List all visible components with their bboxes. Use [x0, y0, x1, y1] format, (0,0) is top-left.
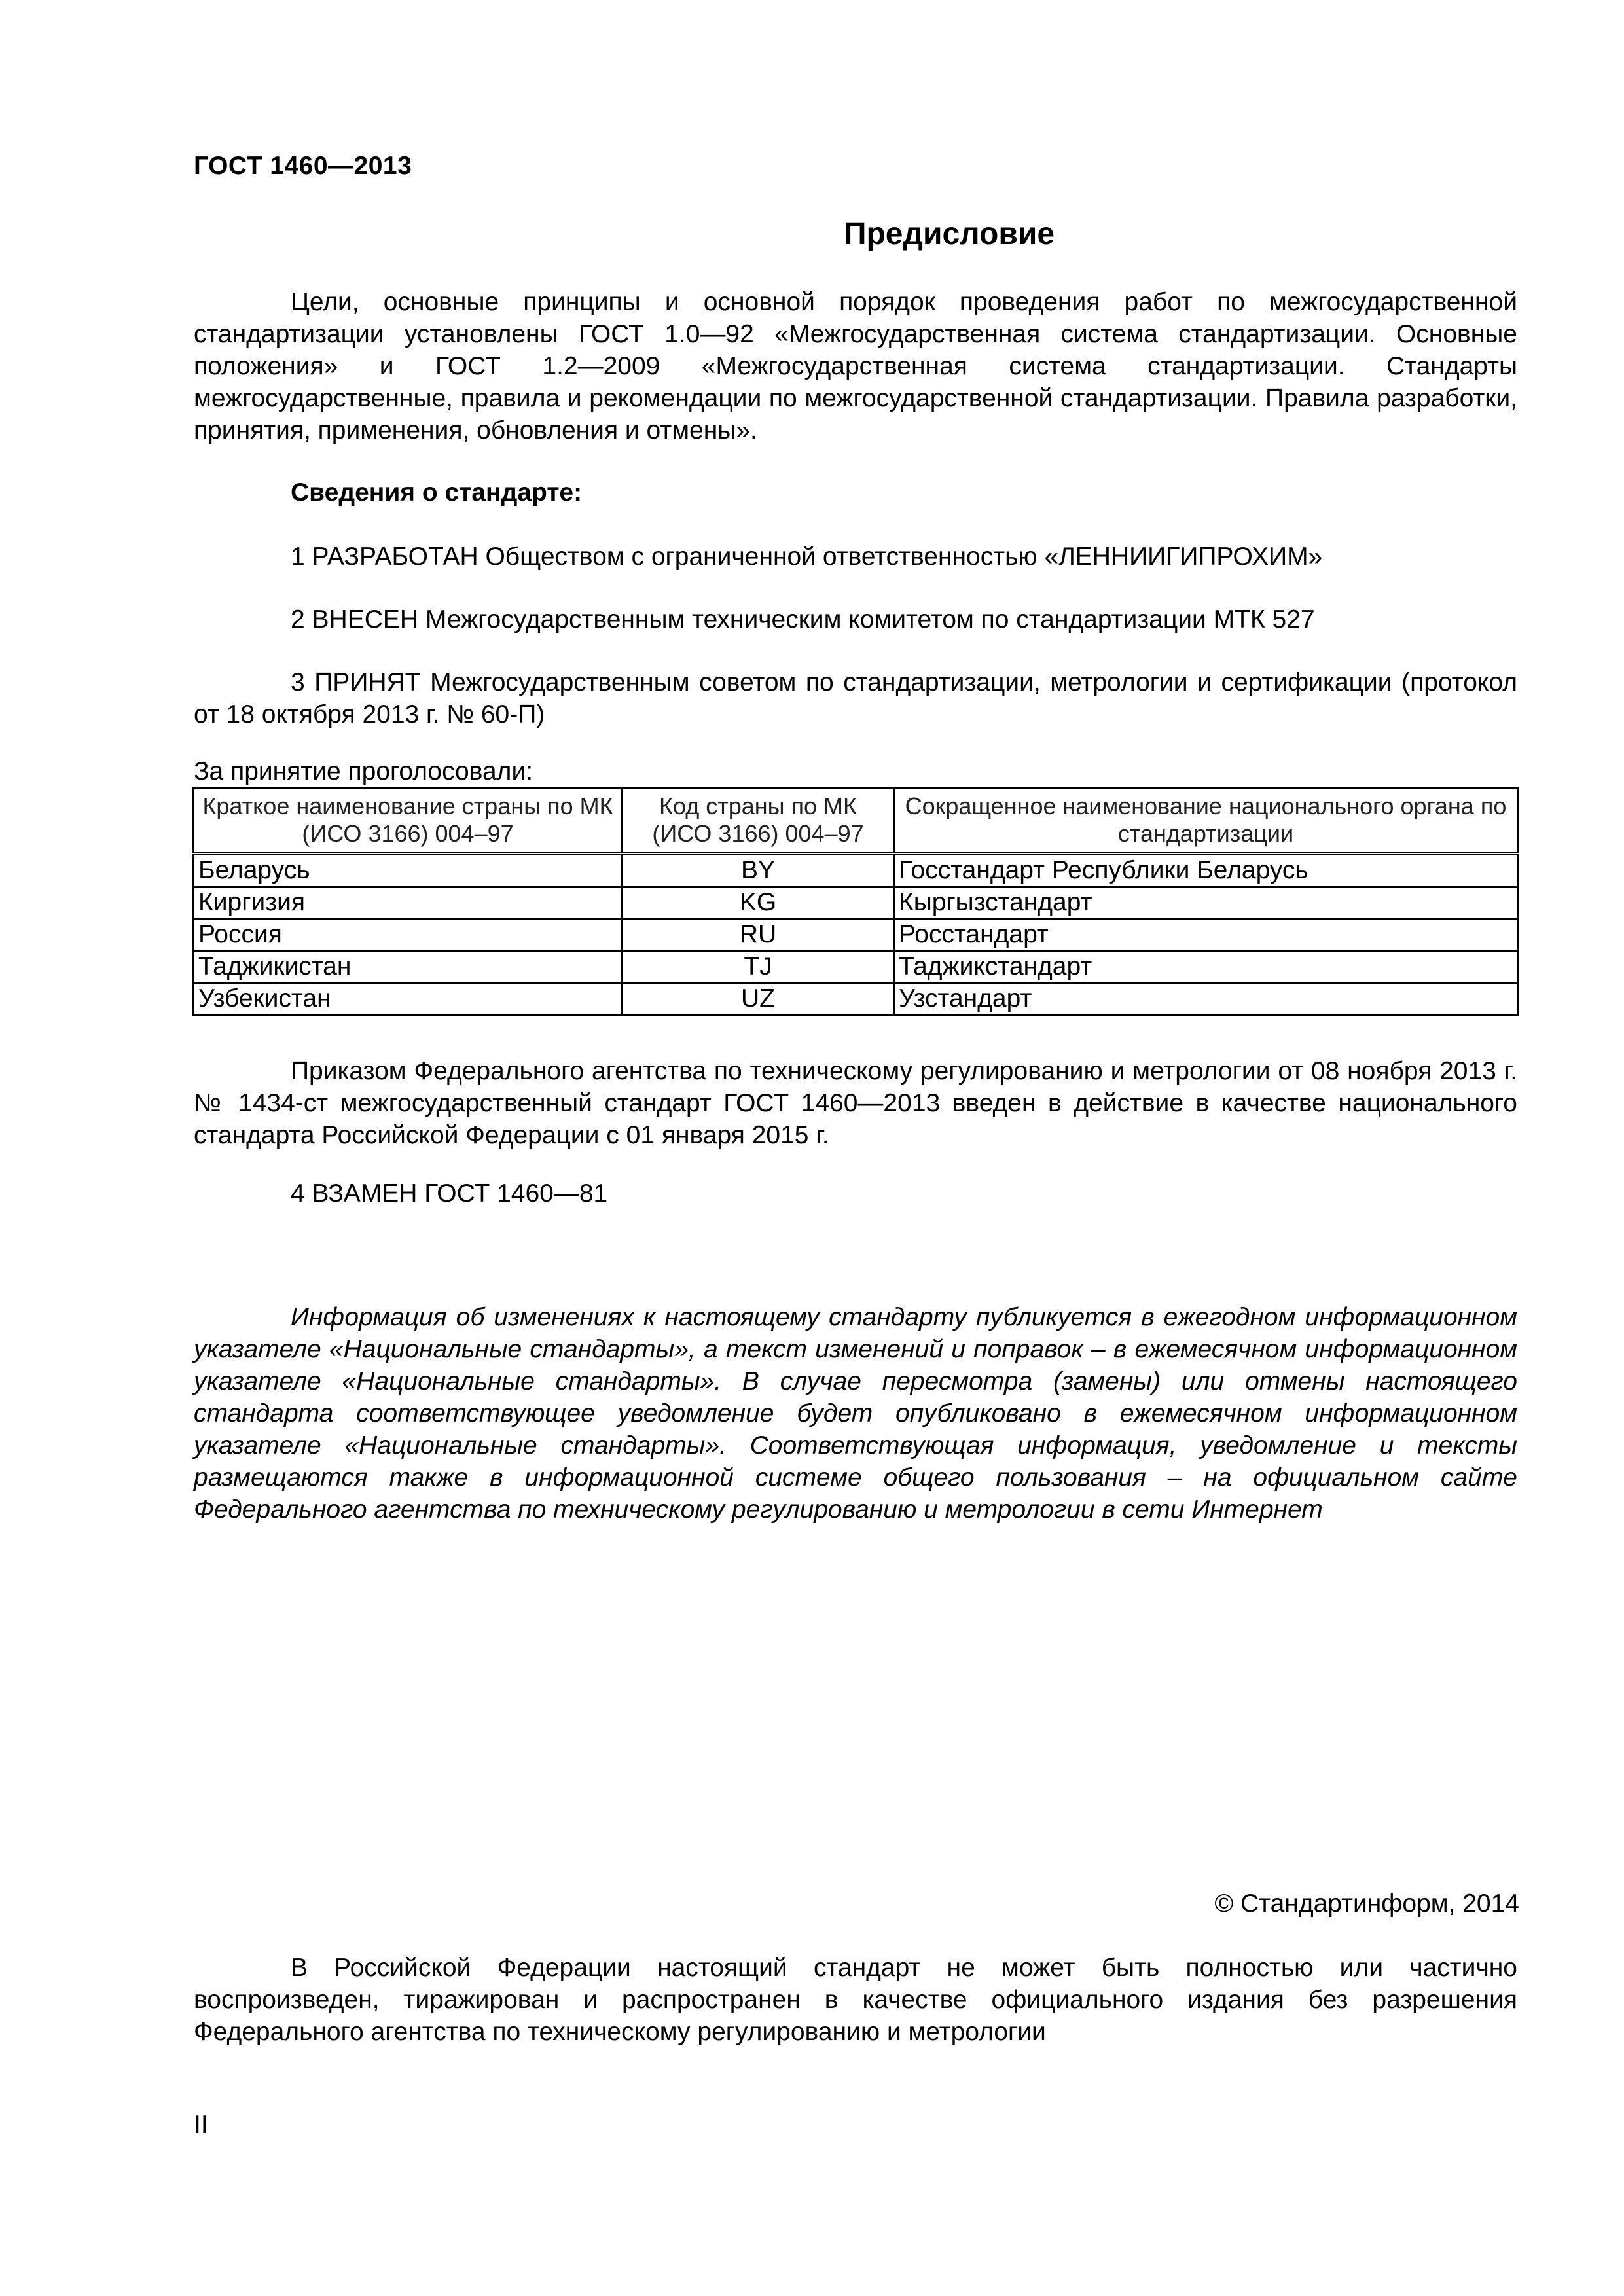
national-body: Госстандарт Республики Беларусь	[894, 853, 1518, 887]
document-number-header: ГОСТ 1460—2013	[194, 152, 412, 180]
national-body: Таджикстандарт	[894, 951, 1518, 983]
item-developed: 1 РАЗРАБОТАН Обществом с ограниченной ответственностью «ЛЕННИИГИПРОХИМ»	[291, 543, 1323, 571]
votes-table-header-row	[194, 788, 1518, 854]
intro-paragraph: Цели, основные принципы и основной порядок проведения работ по межгосударственной стандартизации установлены ГОСТ 1.0—92 «Межгосударственная система стандартизации. Основные положения» и ГОСТ 1.2—2009 «Межгосударственная система стандартизации. Стандарты межгосударственные, правила и рекомендации по межгосударственной стандартизации. Правила разработки, принятия, применения, обновления и отмены».	[194, 288, 1517, 444]
country-name: Таджикистан	[194, 951, 623, 983]
item-introduced: 2 ВНЕСЕН Межгосударственным техническим комитетом по стандартизации МТК 527	[291, 605, 1315, 634]
header-country-code: Код страны по МК (ИСО 3166) 004–97	[623, 788, 894, 854]
national-body: Кыргызстандарт	[894, 887, 1518, 919]
country-code: BY	[623, 853, 894, 887]
national-body: Узстандарт	[894, 983, 1518, 1015]
country-name: Киргизия	[194, 887, 623, 919]
rights-paragraph: В Российской Федерации настоящий стандарт не может быть полностью или частично воспроизведен, тиражирован и распространен в качестве официального издания без разрешения Федерального агентства по техническому регулированию и метрологии	[194, 1954, 1517, 2046]
country-name: Узбекистан	[194, 983, 623, 1015]
votes-caption: За принятие проголосовали:	[194, 757, 533, 785]
info-paragraph: Информация об изменениях к настоящему стандарту публикуется в ежегодном информационном указателе «Национальные стандарты», а текст изменений и поправок – в ежемесячном информационном указателе «Национальные стандарты». В случае пересмотра (замены) или отмены настоящего стандарта соответствующее уведомление будет опубликовано в ежемесячном информационном указателе «Национальные стандарты». Соответствующая информация, уведомление и тексты размещаются также в информационной системе общего пользования – на официальном сайте Федерального агентства по техническому регулированию и метрологии в сети Интернет	[194, 1303, 1517, 1524]
country-code: TJ	[623, 951, 894, 983]
item-adopted: 3 ПРИНЯТ Межгосударственным советом по стандартизации, метрологии и сертификации (протокол от 18 октября 2013 г. № 60-П)	[194, 668, 1517, 728]
page-title-wrapper	[0, 216, 1624, 252]
table-row	[194, 919, 1518, 951]
standard-info-heading: Сведения о стандарте:	[291, 478, 583, 507]
country-code: KG	[623, 887, 894, 919]
country-code: RU	[623, 919, 894, 951]
replaces-line: 4 ВЗАМЕН ГОСТ 1460—81	[291, 1179, 608, 1208]
country-name: Беларусь	[194, 853, 623, 887]
page-number: II	[194, 2111, 208, 2139]
country-code: UZ	[623, 983, 894, 1015]
page-title: Предисловие	[843, 217, 1055, 251]
country-name: Россия	[194, 919, 623, 951]
header-country-name: Краткое наименование страны по МК (ИСО 3166) 004–97	[194, 788, 623, 854]
national-body: Росстандарт	[894, 919, 1518, 951]
votes-table	[192, 787, 1519, 1016]
header-national-body: Сокращенное наименование национального органа по стандартизации	[894, 788, 1518, 854]
table-row	[194, 887, 1518, 919]
table-row	[194, 951, 1518, 983]
copyright-line: © Стандартинформ, 2014	[1214, 1890, 1519, 1918]
table-row	[194, 853, 1518, 887]
order-paragraph: Приказом Федерального агентства по техническому регулированию и метрологии от 08 ноября 2013 г. № 1434-ст межгосударственный стандарт ГОСТ 1460—2013 введен в действие в качестве национального стандарта Российской Федерации с 01 января 2015 г.	[194, 1057, 1517, 1149]
table-row	[194, 983, 1518, 1015]
